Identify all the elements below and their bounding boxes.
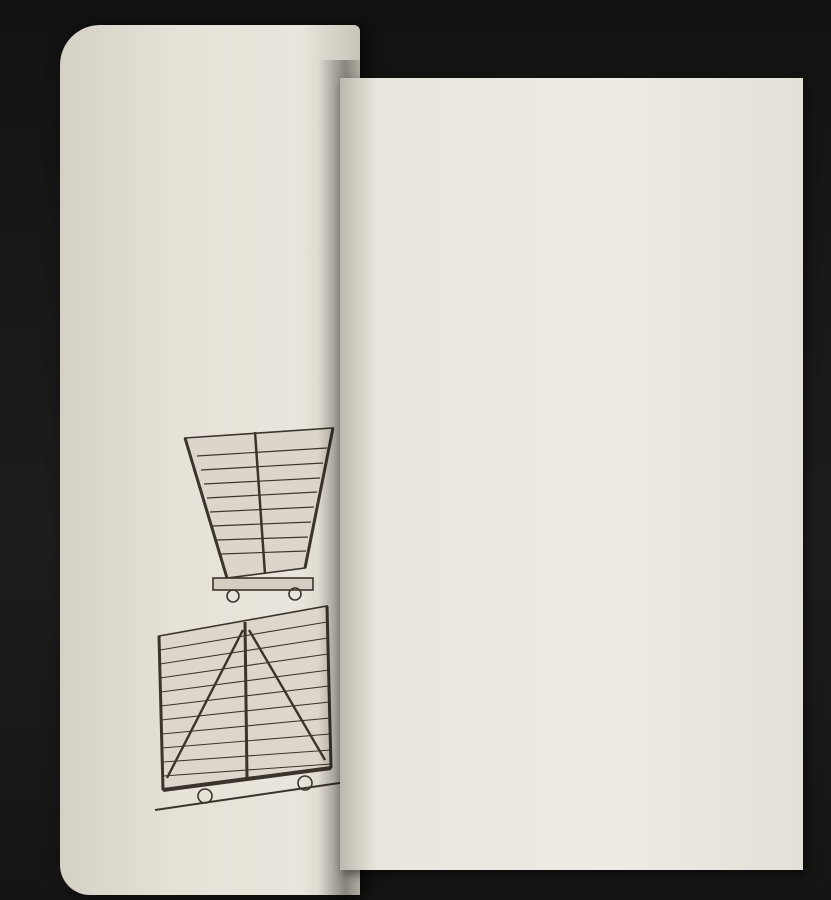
wagon-illustration xyxy=(155,418,365,828)
right-page xyxy=(340,78,803,870)
left-page-text xyxy=(80,70,380,78)
